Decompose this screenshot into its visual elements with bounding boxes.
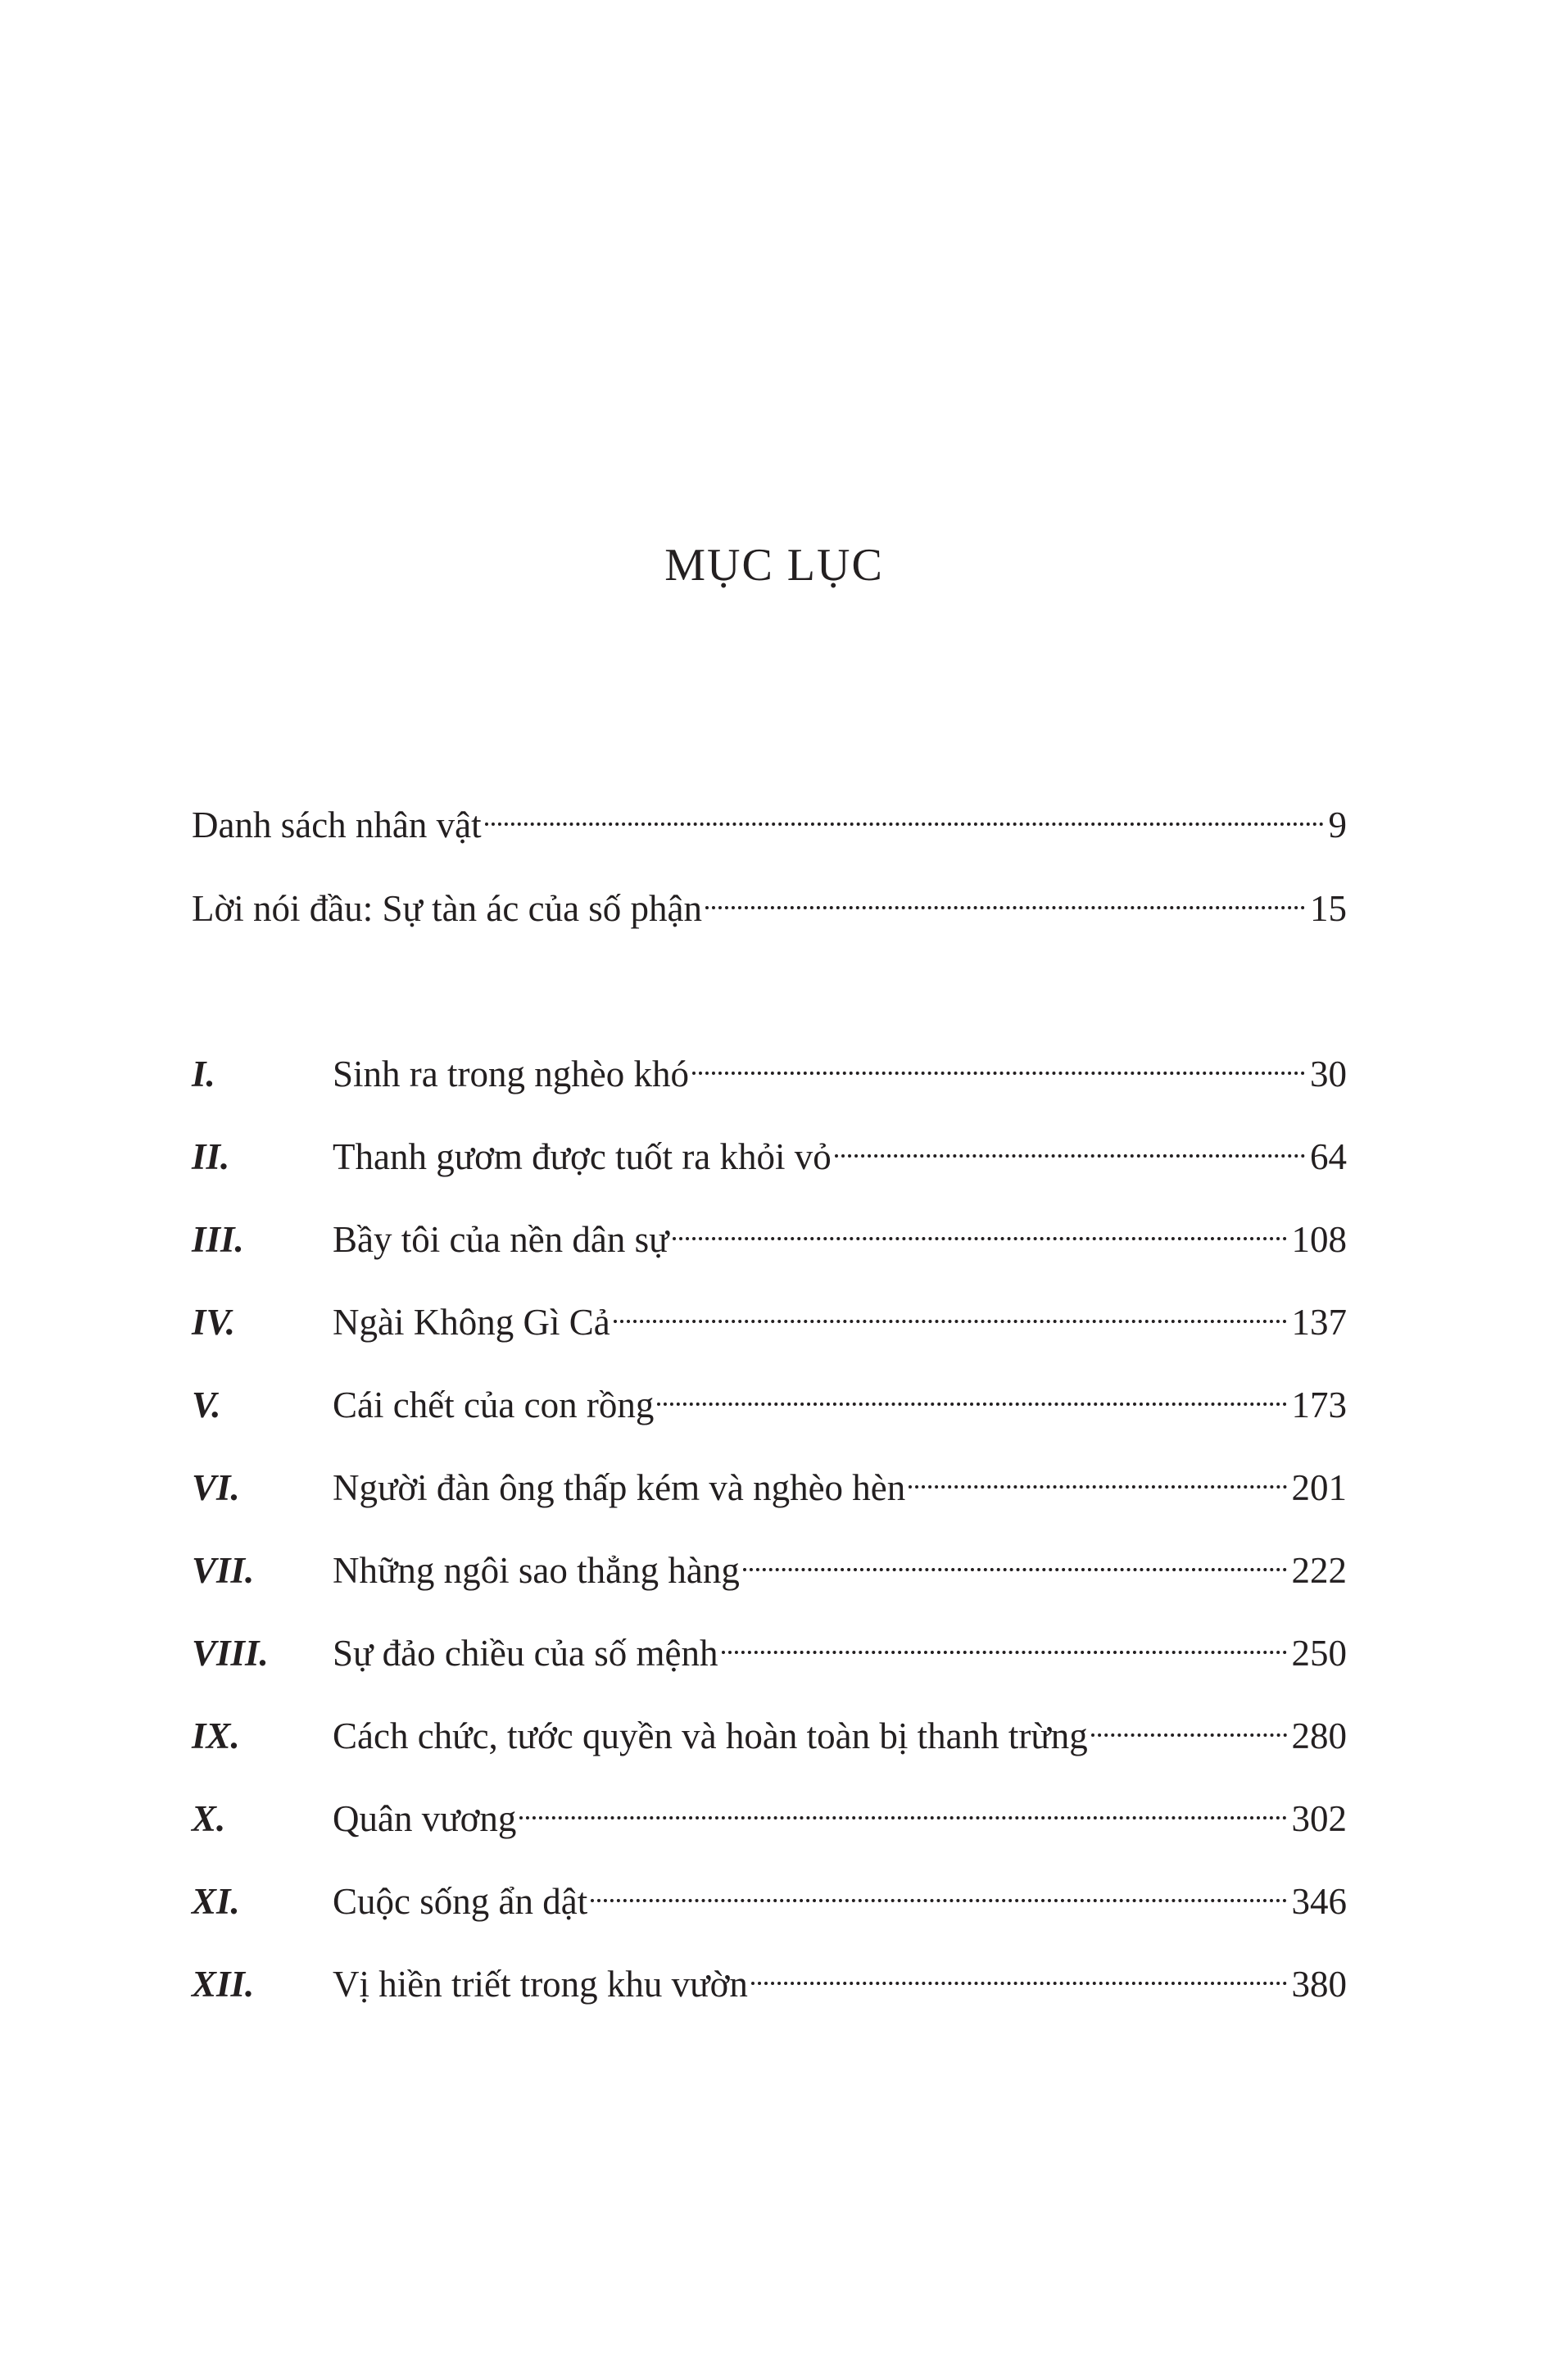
toc-page-number: 302 [1291,1798,1347,1839]
toc-entry-chapter[interactable] [192,1534,1347,1591]
chapter-number: VIII. [192,1633,269,1674]
toc-page-number: 108 [1291,1219,1347,1260]
chapter-number: XI. [192,1881,240,1922]
toc-entry-title: Ngài Không Gì Cả [333,1302,610,1343]
toc-page-number: 30 [1310,1054,1347,1094]
dot-leader [614,1285,1290,1335]
toc-entry-front-matter[interactable] [192,872,1347,929]
dot-leader [657,1368,1289,1417]
dot-leader [591,1865,1289,1914]
dot-leader [743,1534,1290,1583]
toc-entry-chapter[interactable] [192,1865,1347,1922]
dot-leader [705,872,1308,921]
toc-entry-title: Cách chức, tước quyền và hoàn toàn bị thanh trừng [333,1715,1088,1756]
chapter-number: X. [192,1798,226,1839]
chapter-number: III. [192,1219,244,1260]
toc-entry-title: Bầy tôi của nền dân sự [333,1219,669,1260]
toc-entry-chapter[interactable] [192,1947,1347,2005]
page-title: MỤC LỤC [664,540,884,591]
chapter-number: IX. [192,1715,240,1756]
chapter-number: V. [192,1384,221,1425]
toc-entry-chapter[interactable] [192,1120,1347,1177]
toc-entry-chapter[interactable] [192,1782,1347,1839]
toc-entry-front-matter[interactable] [192,788,1347,845]
toc-page-number: 64 [1310,1136,1347,1177]
toc-entry-title: Cuộc sống ẩn dật [333,1881,588,1922]
toc-page-number: 201 [1291,1467,1347,1508]
dot-leader [835,1120,1308,1169]
toc-page-number: 380 [1291,1964,1347,2005]
toc-entry-title: Những ngôi sao thẳng hàng [333,1550,740,1591]
toc-entry-chapter[interactable] [192,1368,1347,1425]
toc-page-number: 9 [1328,804,1347,845]
toc-page-number: 173 [1291,1384,1347,1425]
toc-page-number: 222 [1291,1550,1347,1591]
toc-page-number: 280 [1291,1715,1347,1756]
chapter-number: IV. [192,1302,235,1343]
toc-entry-chapter[interactable] [192,1203,1347,1260]
toc-entry-title: Cái chết của con rồng [333,1384,655,1425]
toc-page-number: 250 [1291,1633,1347,1674]
dot-leader [692,1037,1308,1086]
dot-leader [1091,1699,1290,1748]
toc-entry-chapter[interactable] [192,1037,1347,1094]
dot-leader [751,1947,1290,1996]
dot-leader [519,1782,1289,1831]
toc-entry-title: Vị hiền triết trong khu vườn [333,1964,748,2005]
toc-entry-title: Danh sách nhân vật [192,804,482,845]
toc-page-number: 137 [1291,1302,1347,1343]
toc-entry-title: Quân vương [333,1798,517,1839]
chapter-number: I. [192,1054,215,1094]
chapter-number: VII. [192,1550,255,1591]
toc-entry-title: Thanh gươm được tuốt ra khỏi vỏ [333,1136,832,1177]
chapter-number: XII. [192,1964,255,2005]
toc-entry-title: Lời nói đầu: Sự tàn ác của số phận [192,888,703,929]
toc-entry-title: Người đàn ông thấp kém và nghèo hèn [333,1467,906,1508]
dot-leader [722,1616,1290,1665]
dot-leader [673,1203,1290,1252]
dot-leader [485,788,1327,837]
toc-entry-title: Sự đảo chiều của số mệnh [333,1633,718,1674]
toc-page-number: 346 [1291,1881,1347,1922]
chapter-number: VI. [192,1467,240,1508]
dot-leader [909,1451,1289,1500]
toc-page-number: 15 [1310,888,1347,929]
toc-entry-chapter[interactable] [192,1285,1347,1343]
chapter-number: II. [192,1136,230,1177]
toc-entry-title: Sinh ra trong nghèo khó [333,1054,689,1094]
toc-entry-chapter[interactable] [192,1616,1347,1674]
toc-entry-chapter[interactable] [192,1699,1347,1756]
toc-entry-chapter[interactable] [192,1451,1347,1508]
